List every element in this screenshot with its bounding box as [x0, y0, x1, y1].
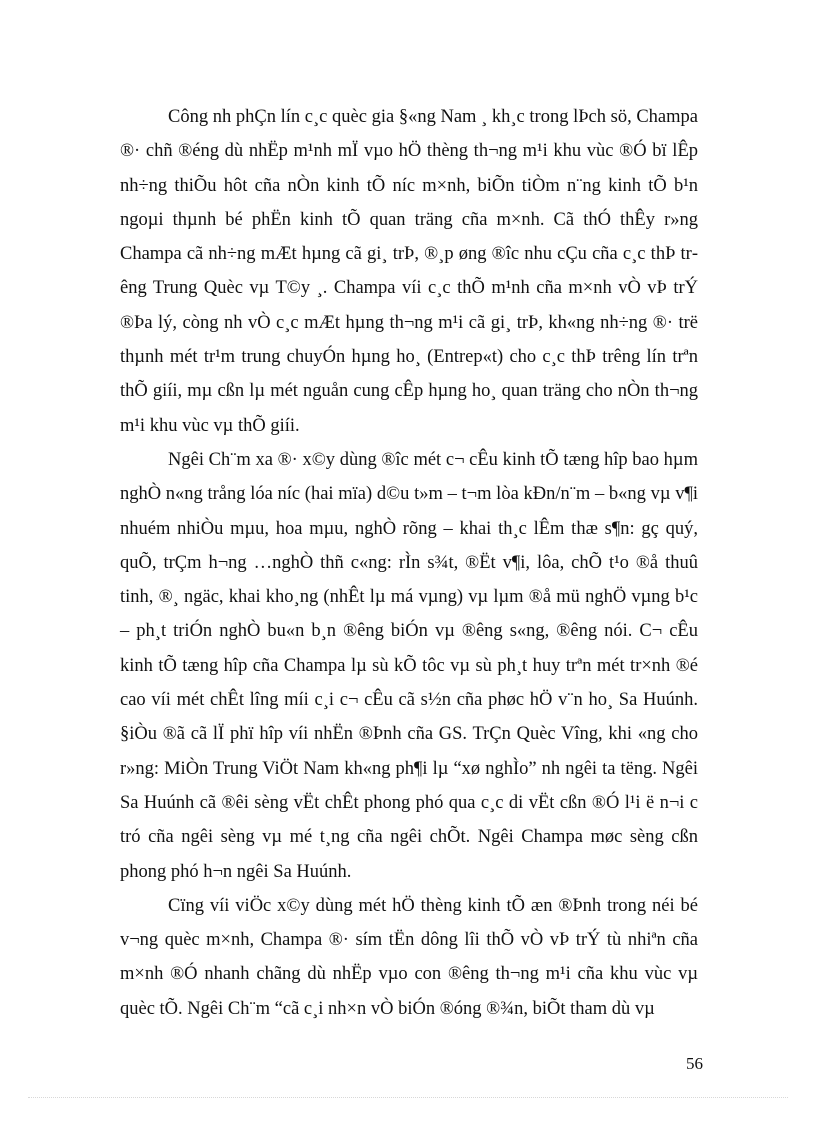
document-page — [120, 100, 698, 1026]
paragraph-2: Ngêi Ch¨m xa ®· x©y dùng ®îc mét c¬ cÊu kinh tÕ tæng hîp bao hµm nghÒ n«ng trång lóa níc (hai mïa) d©u t»m – t¬m lòa kÐn/n¨m – b«ng vµ v¶i nhuém nhiÒu mµu, hoa mµu, nghÒ rõng – khai th¸c lÊm thæ s¶n: gç quý, quÕ, trÇm h¬ng …nghÒ thñ c«ng: rÌn s¾t, ®Ët v¶i, lôa, chÕ t¹o ®å thuû tinh, ®¸ ngäc, khai kho¸ng (nhÊt lµ má vµng) vµ lµm ®å mü nghÖ vµng b¹c – ph¸t triÓn nghÒ bu«n b¸n ®êng biÓn vµ ®êng s«ng, ®êng nói. C¬ cÊu kinh tÕ tæng hîp cña Champa lµ sù kÕ tôc vµ sù ph¸t huy trªn mét tr×nh ®é cao víi mét chÊt lîng míi c¸i c¬ cÊu cã s½n cña phøc hÖ v¨n ho¸ Sa Huúnh. §iÒu ®ã cã lÏ phï hîp víi nhËn ®Þnh cña GS. TrÇn Quèc Vîng, khi «ng cho r»ng: MiÒn Trung ViÖt Nam kh«ng ph¶i lµ “xø nghÌo” nh ngêi ta tëng. Ngêi Sa Huúnh cã ®êi sèng vËt chÊt phong phó qua c¸c di vËt cßn ®Ó l¹i ë n¬i c tró cña ngêi sèng vµ mé t¸ng cña ngêi chÕt. Ngêi Champa møc sèng cßn phong phó h¬n ngêi Sa Huúnh. — [120, 449, 698, 882]
page-number: 56 — [686, 1054, 703, 1073]
paragraph-1: Công nh phÇn lín c¸c quèc gia §«ng Nam ¸ kh¸c trong lÞch sö, Champa ®· chñ ®éng dù nhËp m¹nh mÏ vµo hÖ thèng th¬ng m¹i khu vùc ®Ó bï lÊp nh÷ng thiÕu hôt cña nÒn kinh tÕ níc m×nh, biÕn tiÒm n¨ng kinh tÕ b¹n ngoµi thµnh bé phËn kinh tÕ quan träng cña m×nh. Cã thÓ thÊy r»ng Champa cã nh÷ng mÆt hµng cã gi¸ trÞ, ®¸p øng ®îc nhu cÇu cña c¸c thÞ trêng Trung Quèc vµ T©y ¸. Champa víi c¸c thÕ m¹nh cña m×nh vÒ vÞ trÝ ®Þa lý, còng nh vÒ c¸c mÆt hµng th¬ng m¹i cã gi¸ trÞ, kh«ng nh÷ng ®· trë thµnh mét tr¹m trung chuyÓn hµng ho¸ (Entrep«t) cho c¸c thÞ trêng lín trªn thÕ giíi, mµ cßn lµ mét nguån cung cÊp hµng ho¸ quan träng cho nÒn th¬ng m¹i khu vùc vµ thÕ giíi. — [120, 107, 698, 436]
paragraph-3: Cïng víi viÖc x©y dùng mét hÖ thèng kinh tÕ æn ®Þnh trong néi bé v¬ng quèc m×nh, Champa ®· sím tËn dông lîi thÕ vÒ vÞ trÝ tù nhiªn cña m×nh ®Ó nhanh chãng dù nhËp vµo con ®êng th¬ng m¹i cña khu vùc vµ quèc tÕ. Ngêi Ch¨m “cã c¸i nh×n vÒ biÓn ®óng ®¾n, biÕt tham dù vµ — [120, 895, 698, 1019]
page-bottom-divider — [28, 1097, 788, 1098]
